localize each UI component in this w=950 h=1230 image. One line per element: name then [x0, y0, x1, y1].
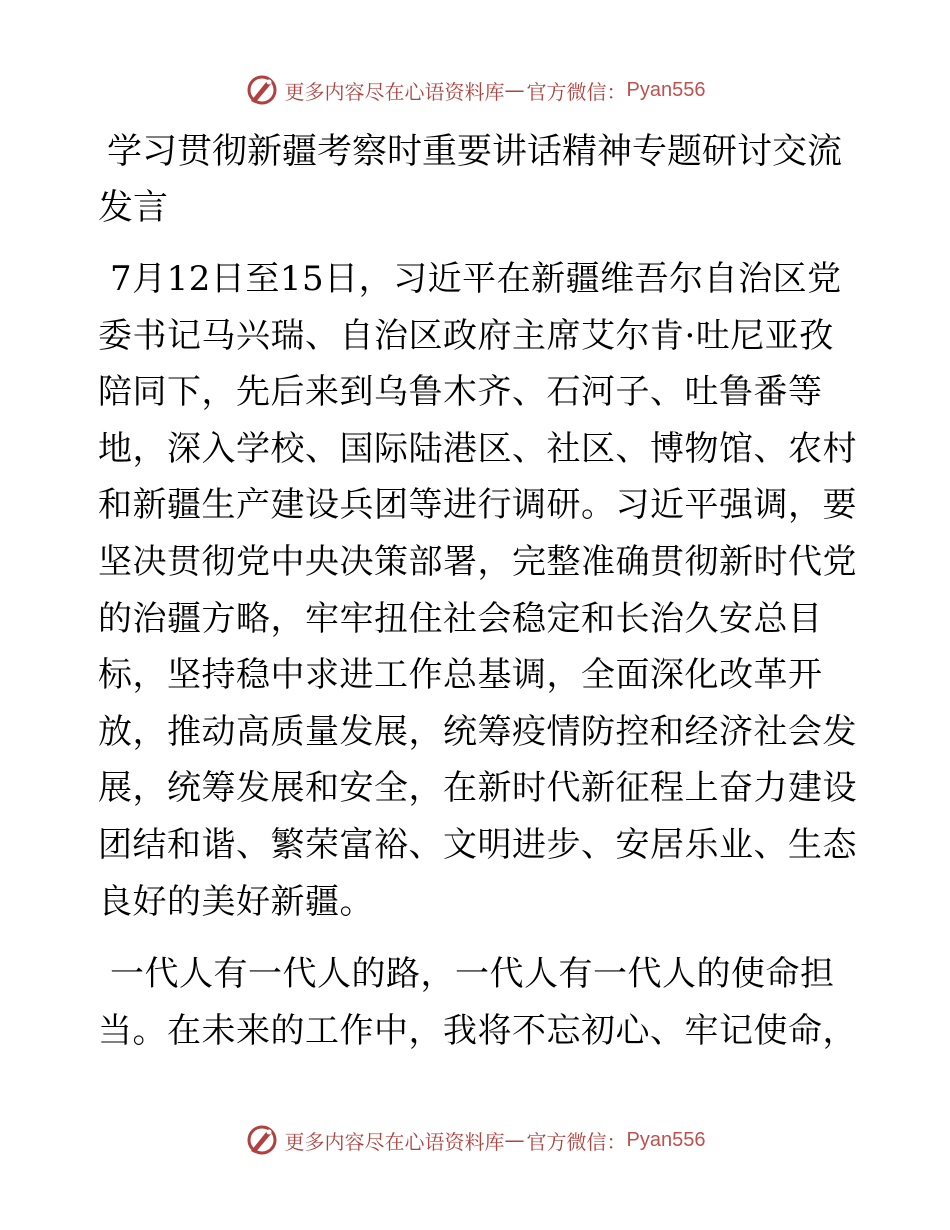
pen-circle-logo-icon	[245, 73, 279, 107]
document-title: 学习贯彻新疆考察时重要讲话精神专题研讨交流发言	[98, 132, 843, 228]
watermark-wechat-id: Pyan556	[626, 1128, 706, 1151]
pen-circle-logo-icon	[245, 1123, 279, 1157]
paragraph-1: 7月12日至15日，习近平在新疆维吾尔自治区党委书记马兴瑞、自治区政府主席艾尔肯·吐尼亚孜陪同下，先后来到乌鲁木齐、石河子、吐鲁番等地，深入学校、国际陆港区、社区、博物馆、农村和新疆生产建设兵团等进行调研。习近平强调，要坚决贯彻党中央决策部署，完整准确贯彻新时代党的治疆方略，牢牢扭住社会稳定和长治久安总目标，坚持稳中求进工作总基调，全面深化改革开放，推动高质量发展，统筹疫情防控和经济社会发展，统筹发展和安全，在新时代新征程上奋力建设团结和谐、繁荣富裕、文明进步、安居乐业、生态良好的美好新疆。	[98, 259, 857, 922]
paragraph-2: 一代人有一代人的路，一代人有一代人的使命担当。在未来的工作中，我将不忘初心、牢记使命，	[98, 954, 857, 1051]
watermark-official-label: 官方微信：	[526, 79, 627, 104]
watermark-separator: —	[504, 1128, 525, 1152]
document-body	[98, 124, 858, 1059]
watermark-official-label: 官方微信：	[526, 1129, 627, 1154]
watermark-wechat-id: Pyan556	[626, 78, 706, 101]
footer-watermark	[0, 1120, 950, 1160]
watermark-brand-text: 更多内容尽在心语资料库	[284, 79, 505, 104]
watermark-separator: —	[504, 78, 525, 102]
header-watermark	[0, 70, 950, 110]
watermark-brand-text: 更多内容尽在心语资料库	[284, 1129, 505, 1154]
